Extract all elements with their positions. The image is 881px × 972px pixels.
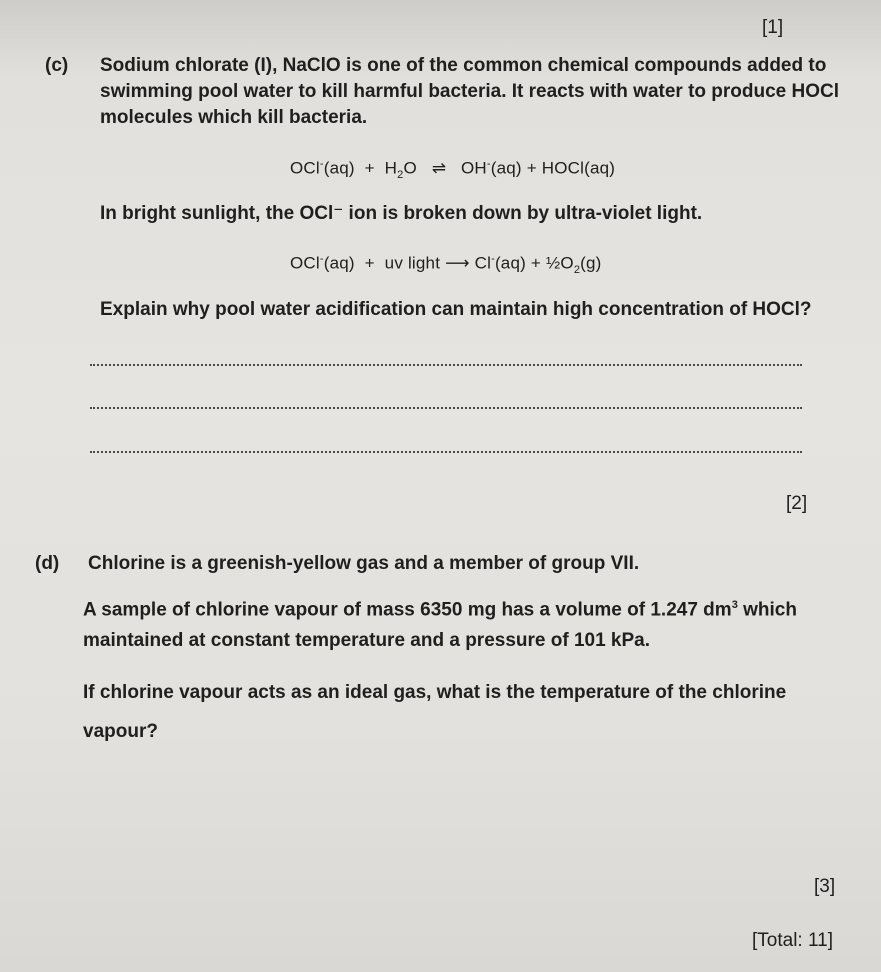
part-d-line-2 <box>83 599 797 621</box>
eq1-product-1: OH <box>460 158 487 178</box>
part-d-line-4: If chlorine vapour acts as an ideal gas, what is the temperature of the chlorine <box>83 682 787 703</box>
eq1-product-2: HOCl(aq) <box>541 158 616 178</box>
equation-hydrolysis <box>290 158 615 181</box>
eq1-reactant-2-end: O <box>403 158 417 178</box>
part-c-label: (c) <box>45 55 69 76</box>
eq2-reactant-1-charge: - <box>319 253 324 265</box>
eq1-plus-1: + <box>364 158 375 178</box>
answer-line-3[interactable] <box>90 451 802 453</box>
eq1-product-1-charge: - <box>486 158 491 170</box>
equation-photolysis <box>290 253 602 276</box>
part-d-line-5: vapour? <box>83 721 158 742</box>
eq1-plus-2: + <box>526 158 537 178</box>
eq2-product-1-state: (aq) <box>494 253 526 273</box>
mark-top: [1] <box>762 17 784 38</box>
part-d-line-2-sup: 3 <box>731 599 738 611</box>
eq2-reactant-2: uv light <box>384 253 441 273</box>
eq2-product-1: Cl <box>474 253 492 273</box>
part-d-line-3: maintained at constant temperature and a pressure of 101 kPa. <box>83 630 651 651</box>
answer-line-1[interactable] <box>90 364 802 366</box>
eq1-reactant-2: H <box>384 158 398 178</box>
eq1-reactant-1-state: (aq) <box>323 158 355 178</box>
part-c-question: Explain why pool water acidification can maintain high concentration of HOCl? <box>100 299 812 320</box>
eq2-reactant-1: OCl <box>290 253 320 273</box>
answer-line-2[interactable] <box>90 407 802 409</box>
equilibrium-arrow-icon: ⇌ <box>431 158 447 178</box>
eq2-product-2-coef: ½ <box>546 253 561 273</box>
part-c-sentence-2: In bright sunlight, the OCl⁻ ion is broken down by ultra-violet light. <box>100 203 703 224</box>
total-marks: [Total: 11] <box>752 930 833 951</box>
eq2-product-2: O <box>560 253 574 273</box>
part-d-line-2-text: A sample of chlorine vapour of mass 6350 mg has a volume of 1.247 dm <box>83 599 732 621</box>
mark-c: [2] <box>786 493 808 514</box>
eq1-reactant-2-sub: 2 <box>397 169 404 182</box>
part-d-line-1: Chlorine is a greenish-yellow gas and a member of group VII. <box>88 553 640 574</box>
eq1-reactant-1: OCl <box>290 158 320 178</box>
reaction-arrow-icon: ⟶ <box>445 253 470 273</box>
mark-d: [3] <box>814 876 836 897</box>
part-d-line-2-end: which <box>737 599 797 621</box>
part-d-label: (d) <box>35 553 60 574</box>
eq2-plus-1: + <box>364 253 375 273</box>
eq2-product-1-charge: - <box>491 253 495 265</box>
eq2-product-2-state: (g) <box>580 253 602 273</box>
part-c-line-1: Sodium chlorate (I), NaClO is one of the common chemical compounds added to <box>100 55 827 76</box>
eq1-reactant-1-charge: - <box>319 158 324 170</box>
eq2-plus-2: + <box>530 253 542 273</box>
eq1-product-1-state: (aq) <box>490 158 522 178</box>
eq2-product-2-sub: 2 <box>573 264 581 277</box>
part-c-line-2: swimming pool water to kill harmful bacteria. It reacts with water to produce HOCl <box>100 81 840 102</box>
part-c-line-3: molecules which kill bacteria. <box>100 107 368 128</box>
eq2-reactant-1-state: (aq) <box>323 253 355 273</box>
